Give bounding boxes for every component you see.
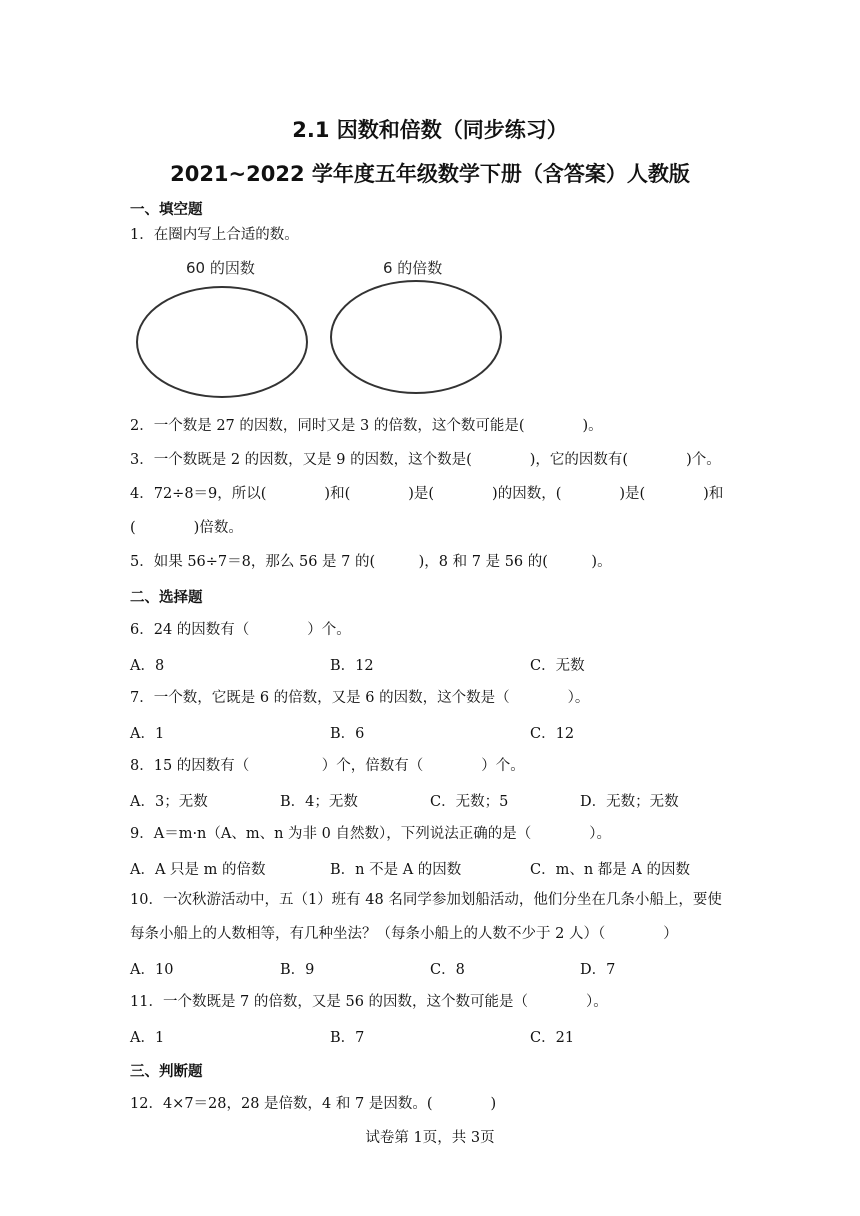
q6-option-b: B．12 — [330, 658, 374, 674]
q8-option-d: D．无数；无数 — [580, 794, 679, 810]
question-12: 12．4×7＝28，28 是倍数，4 和 7 是因数。( ) — [130, 1096, 497, 1112]
question-10-line-1: 10．一次秋游活动中，五（1）班有 48 名同学参加划船活动，他们分坐在几条小船上，要使 — [130, 892, 722, 908]
question-7: 7．一个数，它既是 6 的倍数，又是 6 的因数，这个数是（ ）。 — [130, 690, 590, 706]
page-footer: 试卷第 1页，共 3页 — [365, 1130, 495, 1146]
question-8: 8．15 的因数有（ ）个，倍数有（ ）个。 — [130, 758, 525, 774]
q10-option-c: C．8 — [430, 962, 465, 978]
factors-circle — [136, 286, 308, 398]
question-3: 3．一个数既是 2 的因数，又是 9 的因数，这个数是( )，它的因数有( )个。 — [130, 452, 721, 468]
q8-option-a: A．3；无数 — [130, 794, 208, 810]
q9-option-a: A．A 只是 m 的倍数 — [130, 862, 266, 878]
title-line-1: 2.1 因数和倍数（同步练习） — [292, 118, 568, 142]
question-10-line-2: 每条小船上的人数相等，有几种坐法？（每条小船上的人数不少于 2 人）（ ） — [130, 926, 678, 942]
section-true-false: 三、判断题 — [130, 1064, 203, 1080]
question-11: 11．一个数既是 7 的倍数，又是 56 的因数，这个数可能是（ ）。 — [130, 994, 608, 1010]
q7-option-b: B．6 — [330, 726, 365, 742]
question-4-line-1: 4．72÷8＝9，所以( )和( )是( )的因数，( )是( )和 — [130, 486, 724, 502]
section-fill-blank: 一、填空题 — [130, 202, 203, 218]
circle-label-factors: 60 的因数 — [186, 259, 255, 277]
question-1: 1．在圈内写上合适的数。 — [130, 227, 299, 243]
q9-option-c: C．m、n 都是 A 的因数 — [530, 862, 690, 878]
q10-option-d: D．7 — [580, 962, 616, 978]
question-5: 5．如果 56÷7＝8，那么 56 是 7 的( )，8 和 7 是 56 的( )。 — [130, 554, 612, 570]
q7-option-a: A．1 — [130, 726, 165, 742]
q6-option-a: A．8 — [130, 658, 165, 674]
q8-option-b: B．4；无数 — [280, 794, 358, 810]
q11-option-b: B．7 — [330, 1030, 365, 1046]
question-6: 6．24 的因数有（ ）个。 — [130, 622, 351, 638]
question-9: 9．A＝m·n（A、m、n 为非 0 自然数），下列说法正确的是（ ）。 — [130, 826, 612, 842]
q11-option-c: C．21 — [530, 1030, 575, 1046]
q10-option-a: A．10 — [130, 962, 174, 978]
section-multiple-choice: 二、选择题 — [130, 590, 203, 606]
circle-label-multiples: 6 的倍数 — [383, 259, 443, 277]
q9-option-b: B．n 不是 A 的因数 — [330, 862, 462, 878]
q11-option-a: A．1 — [130, 1030, 165, 1046]
q10-option-b: B．9 — [280, 962, 315, 978]
q6-option-c: C．无数 — [530, 658, 585, 674]
question-2: 2．一个数是 27 的因数，同时又是 3 的倍数，这个数可能是( )。 — [130, 418, 603, 434]
title-line-2: 2021~2022 学年度五年级数学下册（含答案）人教版 — [170, 162, 690, 186]
question-4-line-2: ( )倍数。 — [130, 520, 243, 536]
multiples-circle — [330, 280, 502, 394]
q7-option-c: C．12 — [530, 726, 575, 742]
q8-option-c: C．无数；5 — [430, 794, 509, 810]
